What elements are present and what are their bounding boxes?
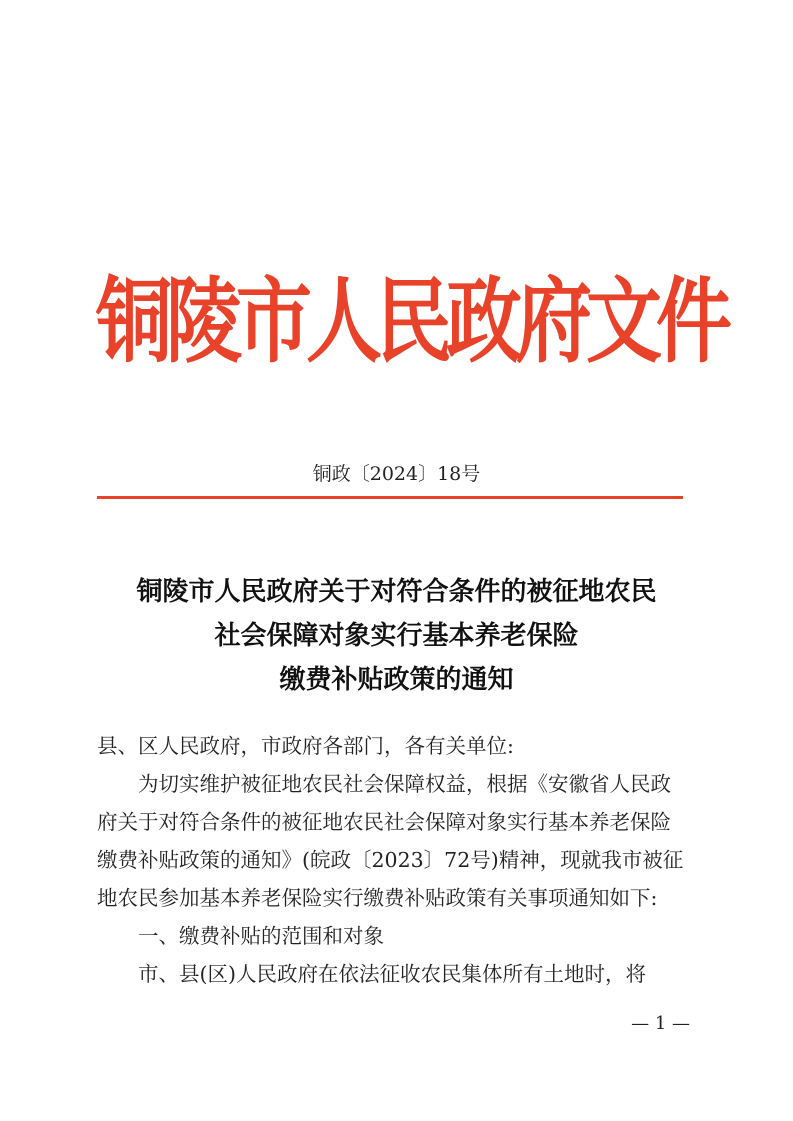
document-number: 铜政〔2024〕18号 xyxy=(312,463,481,485)
red-divider-line xyxy=(97,496,683,499)
document-body xyxy=(97,727,687,993)
title-line-2: 社会保障对象实行基本养老保险 xyxy=(214,621,579,651)
intro-paragraph: 为切实维护被征地农民社会保障权益，根据《安徽省人民政府关于对符合条件的被征地农民社会保障对象实行基本养老保险缴费补贴政策的通知》(皖政〔2023〕72号)精神，现就我市被征地农民参加基本养老保险实行缴费补贴政策有关事项通知如下: xyxy=(97,772,684,910)
document-masthead: 铜陵市人民政府文件 xyxy=(96,267,726,376)
title-line-1: 铜陵市人民政府关于对符合条件的被征地农民 xyxy=(136,577,657,607)
section-paragraph: 市、县(区)人民政府在依法征收农民集体所有土地时，将 xyxy=(138,962,646,986)
title-line-3: 缴费补贴政策的通知 xyxy=(279,665,514,695)
page-number: — 1 — xyxy=(631,1013,690,1034)
section-heading: 一、缴费补贴的范围和对象 xyxy=(138,924,384,948)
salutation: 县、区人民政府，市政府各部门，各有关单位: xyxy=(97,734,514,758)
document-title xyxy=(80,570,713,702)
